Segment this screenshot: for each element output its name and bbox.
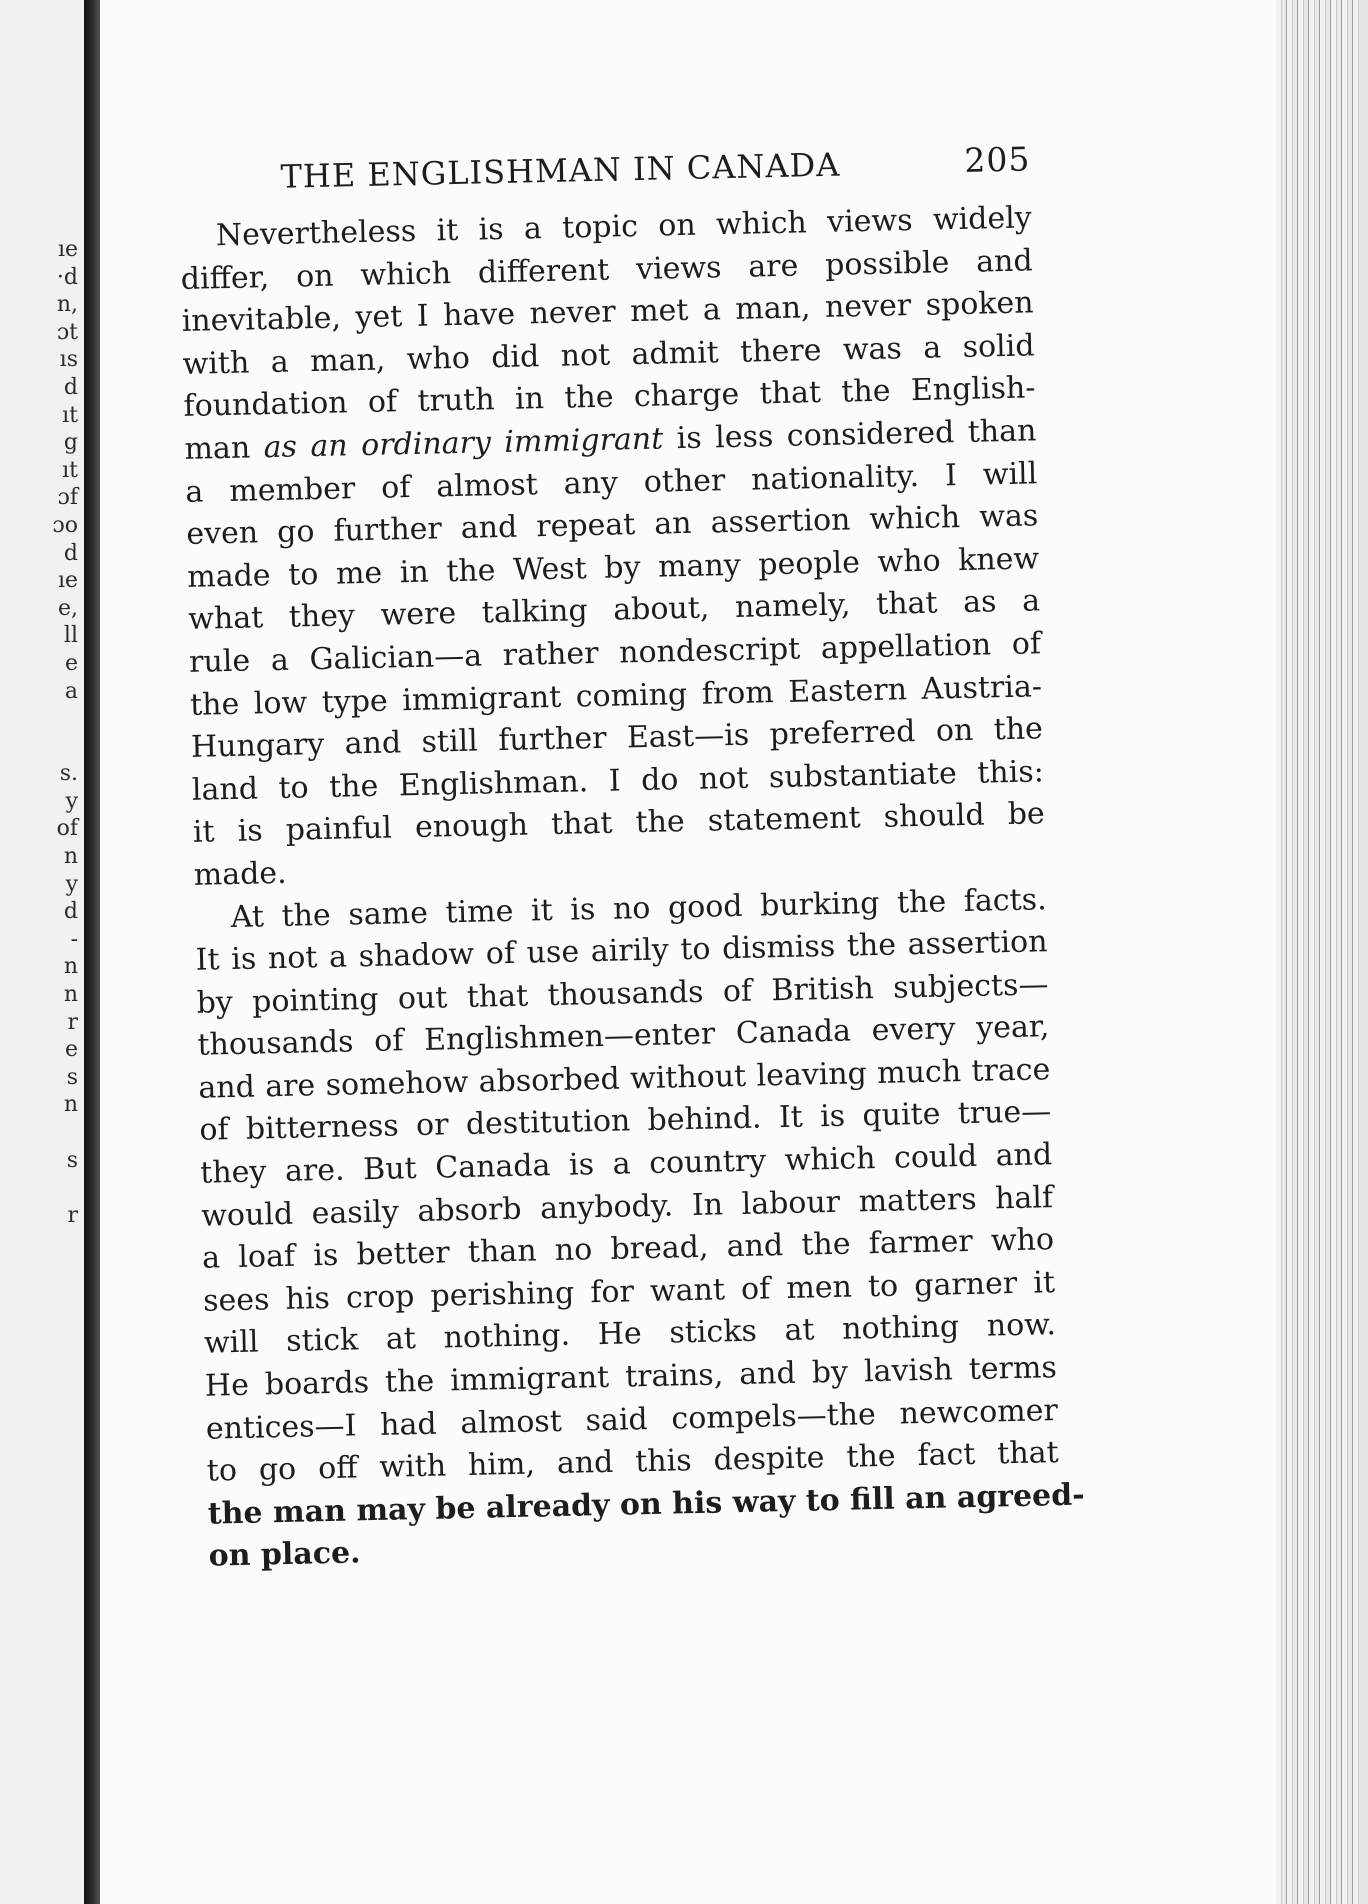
facing-fragment: of [56, 816, 78, 842]
text-line: It is not a shadow of use airily to dismiss the assertion [195, 924, 1048, 978]
text-line: it is painful enough that the statement should be [192, 796, 1046, 851]
facing-fragment: n [63, 844, 78, 870]
text-line: entices—I had almost said compels—the newcomer [205, 1392, 1059, 1447]
facing-fragment [52, 1174, 78, 1202]
text-line: Nevertheless it is a topic on which views widely [215, 200, 1033, 254]
book-gutter [84, 0, 100, 1904]
text-line: by pointing out that thousands of British subjects— [196, 966, 1049, 1021]
facing-page-edge [0, 0, 84, 1904]
running-head-title: THE ENGLISHMAN IN CANADA [280, 145, 841, 196]
facing-fragment: ·d [56, 264, 78, 290]
facing-page-text-fragments [52, 236, 78, 1229]
facing-fragment: ll [63, 623, 78, 649]
text-line: He boards the immigrant trains, and by lavish terms [204, 1350, 1058, 1404]
facing-fragment: n, [56, 292, 78, 318]
facing-fragment: d [63, 374, 78, 400]
facing-fragment: ıt [62, 402, 78, 428]
text-line: and are somehow absorbed without leaving much trace [198, 1052, 1051, 1106]
facing-fragment: r [67, 1009, 78, 1035]
page-text-block [178, 131, 1085, 1578]
text-run: man [184, 430, 265, 467]
text-line: the low type immigrant coming from Eastern Austria- [189, 668, 1043, 723]
facing-fragment: ıe [57, 237, 78, 262]
text-line: even go further and repeat an assertion which was [186, 498, 1039, 553]
text-line: what they were talking about, namely, that as a [187, 583, 1041, 638]
facing-fragment [52, 705, 78, 733]
facing-fragment: s [66, 1064, 78, 1090]
text-line: on place. [208, 1535, 361, 1575]
facing-fragment: e, [57, 595, 78, 621]
facing-fragment: - [70, 926, 78, 952]
page-number: 205 [963, 139, 1031, 180]
page-edges [1276, 0, 1368, 1904]
text-line: would easily absorb anybody. In labour matters half [200, 1179, 1054, 1234]
text-line: At the same time it is no good burking the facts. [230, 881, 1047, 935]
text-line: thousands of Englishmen—enter Canada every year, [197, 1009, 1050, 1064]
text-line: foundation of truth in the charge that the English- [183, 370, 1036, 425]
facing-fragment: n [63, 1092, 78, 1118]
facing-fragment: d [63, 899, 78, 925]
paragraph-2 [194, 879, 1085, 1579]
text-line: the man may be already on his way to fill an agreed- [207, 1477, 1085, 1532]
facing-fragment: s [66, 1147, 78, 1173]
facing-fragment: y [65, 871, 78, 897]
text-line: a loaf is better than no bread, and the farmer who [201, 1222, 1055, 1276]
facing-fragment: e [64, 650, 78, 676]
text-line: inevitable, yet I have never met a man, never spoken [181, 285, 1034, 340]
facing-fragment: e [64, 1037, 78, 1063]
text-line: made. [193, 855, 288, 893]
facing-fragment: g [63, 430, 78, 456]
facing-fragment: ɔt [56, 319, 78, 345]
text-line: will stick at nothing. He sticks at nothing now. [203, 1307, 1057, 1362]
italic-phrase: as an ordinary immigrant [263, 421, 664, 466]
text-line: a member of almost any other nationality. I will [185, 455, 1038, 510]
text-line: with a man, who did not admit there was a solid [182, 328, 1035, 382]
text-line: Hungary and still further East—is preferred on the [190, 711, 1044, 765]
paragraph-1 [179, 197, 1046, 897]
facing-fragment: d [63, 540, 78, 566]
facing-fragment: a [64, 678, 78, 704]
facing-fragment: ıe [57, 568, 78, 594]
facing-fragment: ɔf [57, 485, 78, 511]
facing-fragment: n [63, 982, 78, 1008]
text-line: of bitterness or destitution behind. It is quite true— [199, 1094, 1052, 1149]
text-line: differ, on which different views are possible and [180, 242, 1033, 297]
text-line: land to the Englishman. I do not substantiate this: [191, 753, 1045, 808]
text-line: rule a Galician—a rather nondescript appellation of [188, 626, 1042, 680]
text-line: they are. But Canada is a country which could and [199, 1137, 1053, 1191]
text-run: is less considered than [662, 413, 1037, 457]
facing-fragment: ıt [62, 457, 78, 483]
text-line: made to me in the West by many people who knew [186, 541, 1040, 595]
facing-fragment: y [65, 788, 78, 814]
facing-fragment [52, 1119, 78, 1147]
text-line: sees his crop perishing for want of men to garner it [202, 1264, 1056, 1319]
text-line: to go off with him, and this despite the fact that [206, 1435, 1060, 1489]
facing-fragment: s. [59, 761, 78, 787]
facing-fragment: r [67, 1202, 78, 1228]
facing-fragment [52, 733, 78, 761]
facing-fragment: ıs [59, 347, 78, 373]
facing-fragment: n [63, 954, 78, 980]
facing-fragment: ɔo [52, 512, 78, 538]
